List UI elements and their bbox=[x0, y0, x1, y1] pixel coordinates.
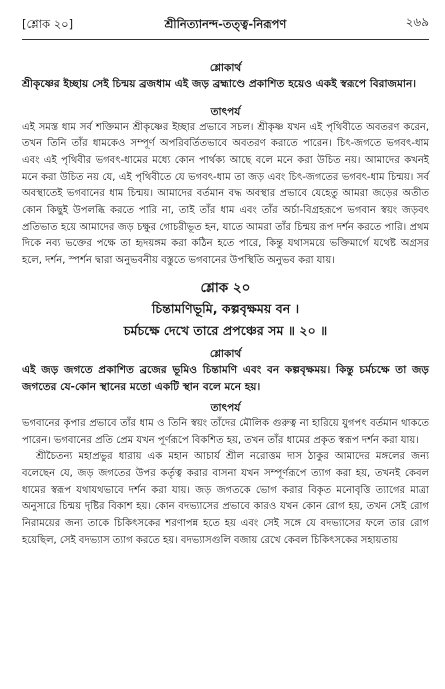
verse-line-1: চিন্তামণিভূমি, কল্পবৃক্ষময় বন । bbox=[151, 300, 300, 316]
page-number: ২৬৯ bbox=[405, 15, 429, 29]
purport-paragraph: এই সমস্ত ধাম সর্ব শক্তিমান শ্রীকৃষ্ণের ইচ্ছার প্রভাবে সচল। শ্রীকৃষ্ণ যখন এই পৃথিবীতে অবতরণ করেন, তখন তিনি তাঁর ধামকেও সম্পূর্ণ অপরিবর্তিতভাবে অবতরণ করাতে পারেন। চিৎ-জগতে ভগবৎ-ধাম এবং এই পৃথিবীর ভগবৎ-ধামের মধ্যে কোন পার্থক্য আছে বলে মনে করা উচিত নয়। আমাদের কখনই মনে করা উচিত নয় যে, এই পৃথিবীতে যে ভগবৎ-ধাম তা জড় এবং চিৎ-জগতের ভগবৎ-ধাম চিন্ময়। সর্ব অবস্থাতেই ভগবানের ধাম চিন্ময়। আমাদের বর্তমান বদ্ধ অবস্থার প্রভাবে যেহেতু আমরা জড়ের অতীত কোন কিছুই উপলব্ধি করতে পারি না, তাই তাঁর ধাম এবং তাঁর অর্চা-বিগ্রহরূপে ভগবান স্বয়ং জড়বৎ প্রতিভাত হয়ে আমাদের জড় চক্ষুর গোচরীভূত হন, যাতে আমরা তাঁর চিন্ময় রূপ দর্শন করতে পারি। প্রথম দিকে নব্য ভক্তের পক্ষে তা হৃদয়ঙ্গম করা কঠিন হতে পারে, কিন্তু যথাসময়ে ভক্তিমার্গে যথেষ্ট অগ্রসর হলে, দর্শন, স্পর্শন দ্বারা অনুভবনীয় বস্তুতে ভগবানের উপস্থিতি অনুভব করা যায়। bbox=[22, 121, 429, 267]
header-chapter-title: শ্রীনিত্যানন্দ-তত্ত্ব-নিরূপণ bbox=[164, 17, 287, 31]
page-header bbox=[22, 12, 429, 38]
purport-heading: তাৎপর্য bbox=[210, 105, 241, 118]
header-verse-ref: [শ্লোক ২০] bbox=[22, 17, 74, 31]
purport-paragraph: ভগবানের কৃপার প্রভাবে তাঁর ধাম ও তিনি স্বয়ং তাঁদের মৌলিক গুরুত্ব না হারিয়ে যুগপৎ বর্তমান থাকতে পারেন। ভগবানের প্রতি প্রেম যখন পূর্ণরূপে বিকশিত হয়, তখন তাঁর ধামের প্রকৃত স্বরূপ দর্শন করা যায়। bbox=[22, 417, 429, 446]
translation-text: এই জড় জগতে প্রকাশিত ব্রজের ভূমিও চিন্তামণি এবং বন কল্পবৃক্ষময়। কিন্তু চর্মচক্ষে তা জড় জগতের যে-কোন স্থানের মতো একটি স্থান বলে মনে হয়। bbox=[22, 363, 429, 394]
verse-line-2: চর্মচক্ষে দেখে তারে প্রপঞ্চের সম ॥ ২০ ॥ bbox=[123, 322, 328, 338]
translation-text: শ্রীকৃষ্ণের ইচ্ছায় সেই চিন্ময় ব্রজধাম এই জড় ব্রহ্মাণ্ডে প্রকাশিত হয়েও একই স্বরূপে বিরাজমান। bbox=[22, 78, 417, 90]
header-divider bbox=[22, 39, 429, 40]
translation-heading: শ্লোকার্থ bbox=[209, 62, 242, 74]
purport-heading: তাৎপর্য bbox=[210, 401, 241, 414]
translation-heading: শ্লোকার্থ bbox=[209, 347, 242, 360]
purport-paragraph: শ্রীচৈতন্য মহাপ্রভুর ধারায় এক মহান আচার্য শ্রীল নরোত্তম দাস ঠাকুর আমাদের মঙ্গলের জন্য বলেছেন যে, জড় জগতের উপর কর্তৃত্ব করার বাসনা যখন সম্পূর্ণরূপে ত্যাগ করা হয়, তখনই কেবল ধামের স্বরূপ যথাযথভাবে দর্শন করা যায়। জড় জগতকে ভোগ করার বিকৃত মনোবৃত্তি ত্যাগের মাত্রা অনুসারে চিন্ময় দৃষ্টির বিকাশ হয়। কোন বদভ্যাসের প্রভাবে কারও যখন কোন রোগ হয়, তখন সেই রোগ নিরাময়ের জন্য তাকে চিকিৎসকের শরণাপন্ন হতে হয় এবং সেই সঙ্গে যে বদভ্যাসের ফলে তার রোগ হয়েছিল, সেই বদভ্যাস ত্যাগ করতে হয়। বদভ্যাসগুলি বজায় রেখে কেবল চিকিৎসকের সহায়তায় bbox=[22, 451, 429, 546]
page-content bbox=[22, 60, 429, 549]
verse-number: শ্লোক ২০ bbox=[200, 279, 251, 296]
